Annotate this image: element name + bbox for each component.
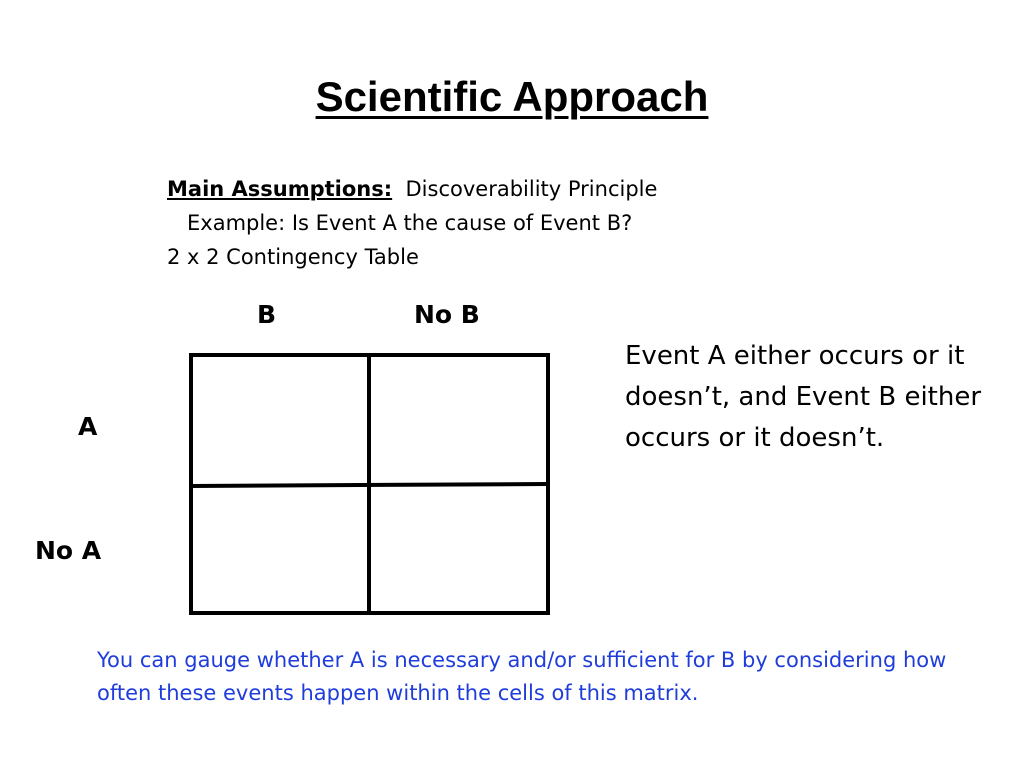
cell-a-b <box>193 357 367 484</box>
column-label-b: B <box>257 300 277 329</box>
table-name-text: 2 x 2 Contingency Table <box>167 245 419 269</box>
cell-no-a-b <box>193 488 367 611</box>
assumptions-label: Main Assumptions: <box>167 177 393 201</box>
contingency-grid-svg <box>189 353 550 615</box>
cell-no-a-no-b <box>371 486 546 611</box>
column-label-no-b: No B <box>414 300 480 329</box>
assumptions-line <box>167 172 657 206</box>
example-text: Example: Is Event A the cause of Event B? <box>187 211 633 235</box>
cell-a-no-b <box>371 357 546 482</box>
grid-horizontal-divider <box>191 484 548 486</box>
explanation-text: Event A either occurs or it doesn’t, and Event B either occurs or it doesn’t. <box>625 341 982 453</box>
slide-title: Scientific Approach <box>315 73 709 120</box>
assumptions-block <box>167 172 657 274</box>
principle-text: Discoverability Principle <box>405 177 658 201</box>
row-label-a: A <box>78 412 98 441</box>
row-label-no-a: No A <box>35 536 102 565</box>
footnote-text: You can gauge whether A is necessary and/or sufficient for B by considering how often these events happen within the cells of this matrix. <box>97 648 947 705</box>
contingency-table-grid <box>189 353 550 615</box>
